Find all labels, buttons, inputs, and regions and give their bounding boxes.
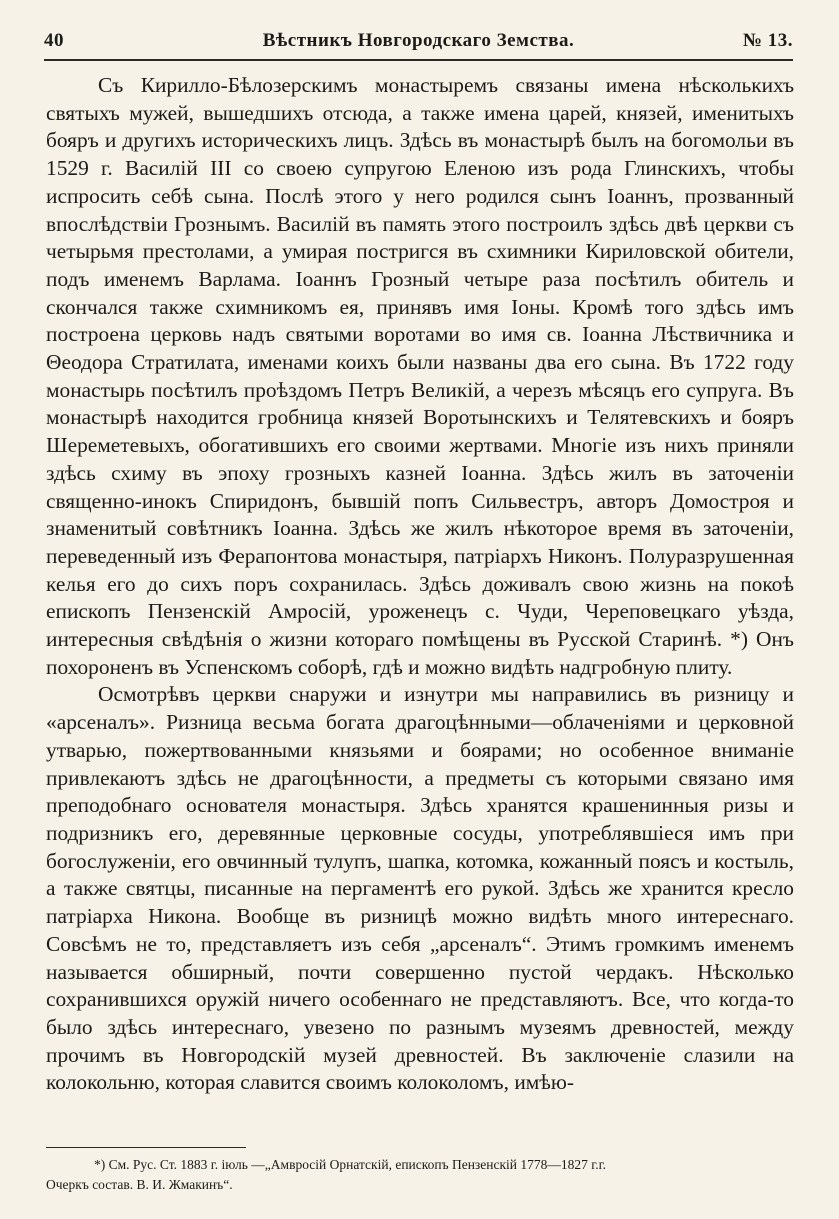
header-rule — [44, 59, 793, 61]
page-number: 40 — [44, 30, 64, 51]
article-body — [46, 72, 794, 1097]
running-header — [44, 30, 793, 62]
issue-number: № 13. — [742, 30, 793, 51]
footnote-line-2: Очеркъ состав. В. И. Жмакинъ“. — [46, 1177, 233, 1192]
footnote-line-1: *) См. Рус. Ст. 1883 г. іюль —„Амвросій Орнатскій, епископъ Пензенскій 1778—1827 г.г. — [94, 1157, 607, 1172]
journal-title: Вѣстникъ Новгородскаго Земства. — [262, 30, 575, 51]
footnote-rule — [46, 1147, 246, 1148]
footnote — [46, 1155, 794, 1195]
paragraph-2: Осмотрѣвъ церкви снаружи и изнутри мы направились въ ризницу и «арсеналъ». Ризница весьма богата драгоцѣнными—облаченіями и церковной утварью, пожертвованными князьями и боярами; но особенное вниманіе привлекаютъ здѣсь не драгоцѣнности, а предметы съ которыми связано имя преподобнаго основателя монастыря. Здѣсь хранятся крашенинныя ризы и подризникъ его, деревянные церковные сосуды, употреблявшіеся имъ при богослуженіи, его овчинный тулупъ, шапка, котомка, кожанный поясъ и костыль, а также святцы, писанные на пергаментѣ его рукой. Здѣсь же хранится кресло патріарха Никона. Вообще въ ризницѣ можно видѣть много интереснаго. Совсѣмъ не то, представляетъ изъ себя „арсеналъ“. Этимъ громкимъ именемъ называется обширный, почти совершенно пустой чердакъ. Нѣсколько сохранившихся оружій ничего особеннаго не представляютъ. Все, что когда-то было здѣсь интереснаго, увезено по разнымъ музеямъ древностей, между прочимъ въ Новгородскій музей древностей. Въ заключеніе слазили на колокольню, которая славится своимъ колоколомъ, имѣю- — [46, 682, 794, 1095]
paragraph-1: Съ Кирилло-Бѣлозерскимъ монастыремъ связаны имена нѣсколькихъ святыхъ мужей, вышедшихъ отсюда, а также имена царей, князей, именитыхъ бояръ и другихъ историческихъ лицъ. Здѣсь въ монастырѣ былъ на богомольи въ 1529 г. Василій III со своею супругою Еленою изъ рода Глинскихъ, чтобы испросить себѣ сына. Послѣ этого у него родился сынъ Іоаннъ, прозванный впослѣдствіи Грознымъ. Василій въ память этого построилъ здѣсь двѣ церкви съ четырьмя престолами, а умирая постригся въ схимники Кириловской обители, подъ именемъ Варлама. Іоаннъ Грозный четыре раза посѣтилъ обитель и скончался также схимникомъ ея, принявъ имя Іоны. Кромѣ того здѣсь имъ построена церковь надъ святыми воротами во имя св. Іоанна Лѣствичника и Θеодора Стратилата, именами коихъ были названы два его сына. Въ 1722 году монастырь посѣтилъ проѣздомъ Петръ Великій, а черезъ мѣсяцъ его супруга. Въ монастырѣ находится гробница князей Воротынскихъ и Телятевскихъ и бояръ Шереметевыхъ, обогатившихъ его своими жертвами. Многіе изъ нихъ приняли здѣсь схиму въ эпоху грозныхъ казней Іоанна. Здѣсь жилъ въ заточеніи священно-инокъ Спиридонъ, бывшій попъ Сильвестръ, авторъ Домостроя и знаменитый совѣтникъ Іоанна. Здѣсь же жилъ нѣкоторое время въ заточеніи, переведенный изъ Ферапонтова монастыря, патріархъ Никонъ. Полуразрушенная келья его до сихъ поръ сохранилась. Здѣсь доживалъ свою жизнь на покоѣ епископъ Пензенскій Амросій, уроженецъ с. Чуди, Череповецкаго уѣзда, интересныя свѣдѣнія о жизни котораго помѣщены въ Русской Старинѣ. *) Онъ похороненъ въ Успенскомъ соборѣ, гдѣ и можно видѣть надгробную плиту. — [46, 73, 794, 679]
